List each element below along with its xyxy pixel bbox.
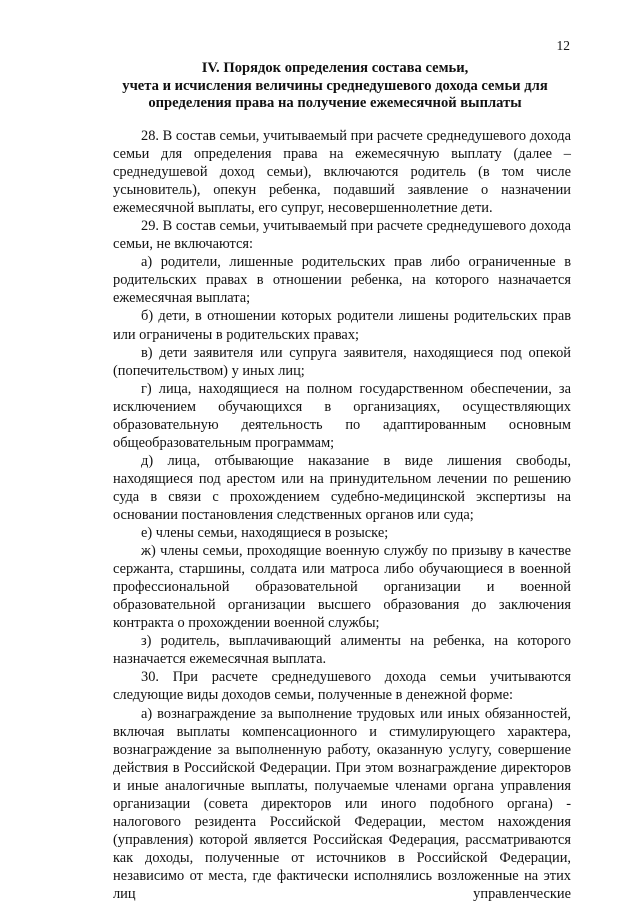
document-body xyxy=(113,127,571,903)
paragraph-29-v: в) дети заявителя или супруга заявителя, находящиеся под опекой (попечительством) у иных лиц; xyxy=(113,344,571,379)
section-title-line-1: IV. Порядок определения состава семьи, xyxy=(201,60,469,76)
paragraph-29-e: е) члены семьи, находящиеся в розыске; xyxy=(141,525,389,542)
paragraph-29-a: а) родители, лишенные родительских прав либо ограниченные в родительских правах в отношении ребенка, на которого назначается ежемесячная выплата; xyxy=(113,254,571,307)
paragraph-29: 29. В состав семьи, учитываемый при расчете среднедушевого дохода семьи, не включаются: xyxy=(113,218,571,253)
section-title xyxy=(100,60,570,113)
section-title-line-2: учета и исчисления величины среднедушевого дохода семьи для xyxy=(122,77,548,94)
paragraph-30: 30. При расчете среднедушевого дохода семьи учитываются следующие виды доходов семьи, полученные в денежной форме: xyxy=(113,669,571,704)
section-title-line-3: определения права на получение ежемесячной выплаты xyxy=(148,95,522,111)
paragraph-29-z: з) родитель, выплачивающий алименты на ребенка, на которого назначается ежемесячная выплата. xyxy=(113,633,571,668)
paragraph-29-b: б) дети, в отношении которых родители лишены родительских прав или ограничены в родительских правах; xyxy=(113,308,571,343)
paragraph-30-a: а) вознаграждение за выполнение трудовых или иных обязанностей, включая выплаты компенсационного и стимулирующего характера, вознаграждение за выполненную работу, оказанную услугу, совершение действия в Российской Федерации. При этом вознаграждение директоров и иные аналогичные выплаты, получаемые членами органа управления организации (совета директоров или иного подобного органа) - налогового резидента Российской Федерации, местом нахождения (управления) которой является Российская Федерация, рассматриваются как доходы, полученные от источников в Российской Федерации, независимо от места, где фактически исполнялись возложенные на этих лиц управленческие xyxy=(113,705,571,902)
paragraph-29-d: д) лица, отбывающие наказание в виде лишения свободы, находящиеся под арестом или на принудительном лечении по решению суда в связи с прохождением судебно-медицинской экспертизы на основании постановления следственных органов или суда; xyxy=(113,452,571,523)
paragraph-29-g: г) лица, находящиеся на полном государственном обеспечении, за исключением обучающихся в организациях, осуществляющих образовательную деятельность по адаптированным основным общеобразовательным программам; xyxy=(113,380,571,451)
paragraph-29-zh: ж) члены семьи, проходящие военную службу по призыву в качестве сержанта, старшины, солдата или матроса либо обучающиеся в военной профессиональной образовательной организации и военной образовательной организации высшего образования до заключения контракта о прохождении военной службы; xyxy=(113,543,571,632)
paragraph-28: 28. В состав семьи, учитываемый при расчете среднедушевого дохода семьи для определения права на ежемесячную выплату (далее – среднедушевой доход семьи), включаются родитель (в том числе усыновитель), опекун ребенка, подавший заявление о назначении ежемесячной выплаты, его супруг, несовершеннолетние дети. xyxy=(113,128,571,217)
page-number: 12 xyxy=(556,38,570,53)
